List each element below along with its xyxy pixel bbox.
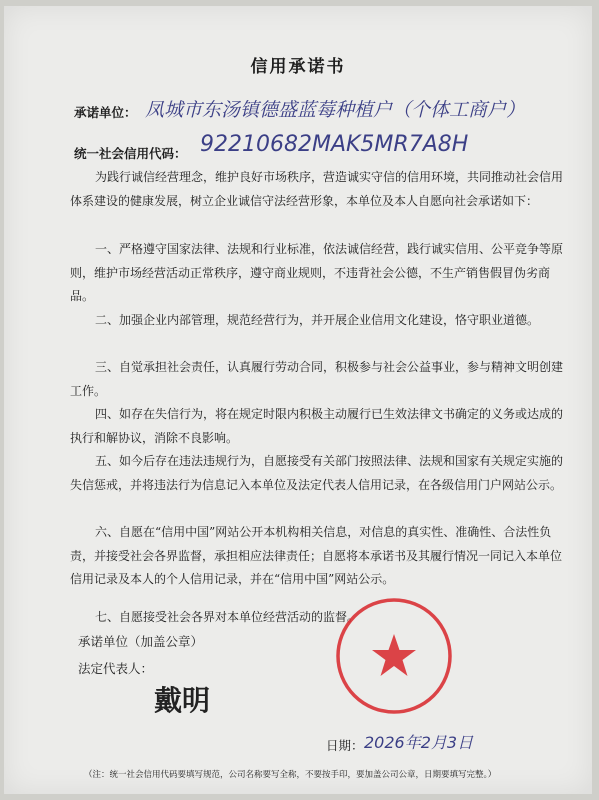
clause-3: 三、自觉承担社会责任，认真履行劳动合同，积极参与社会公益事业，参与精神文明创建工作。 (70, 360, 564, 398)
clause-4: 四、如存在失信行为，将在规定时限内积极主动履行已生效法律文书确定的义务或达成的执行和解协议，消除不良影响。 (70, 407, 564, 445)
company-seal (334, 596, 454, 716)
date-handwritten: 2026年2月3日 (364, 733, 474, 752)
credit-code-label: 统一社会信用代码： (74, 146, 187, 161)
date-label: 日期： (326, 738, 364, 753)
unit-label: 承诺单位： (74, 105, 137, 120)
signature-handwritten: 戴明 (154, 684, 211, 717)
legal-rep-label: 法定代表人： (78, 661, 154, 676)
clause-7: 七、自愿接受社会各界对本单位经营活动的监督。 (95, 610, 360, 624)
document-title: 信用承诺书 (250, 57, 346, 77)
footnote: （注：统一社会信用代码要填写规范，公司名称要写全称，不要按手印，要加盖公司公章，日期要填写完整。） (84, 770, 497, 780)
clause-6: 六、自愿在“信用中国”网站公开本机构相关信息，对信息的真实性、准确性、合法性负责，并接受社会各界监督，承担相应法律责任；自愿将本承诺书及其履行情况一同记入本单位信用记录及本人的个人信用记录，并在“信用中国”网站公示。 (70, 525, 563, 586)
credit-code-handwritten: 92210682MAK5MR7A8H (200, 132, 469, 157)
commitment-document (4, 6, 592, 794)
clause-2: 二、加强企业内部管理，规范经营行为，并开展企业信用文化建设，恪守职业道德。 (95, 313, 540, 327)
intro-paragraph: 为践行诚信经营理念，维护良好市场秩序，营造诚实守信的信用环境，共同推动社会信用体系建设的健康发展，树立企业诚信守法经营形象，本单位及本人自愿向社会承诺如下： (70, 170, 564, 208)
clause-5: 五、如今后存在违法违规行为，自愿接受有关部门按照法律、法规和国家有关规定实施的失信惩戒，并将违法行为信息记入本单位及法定代表人信用记录，在各级信用门户网站公示。 (70, 454, 564, 492)
unit-handwritten: 凤城市东汤镇德盛蓝莓种植户（个体工商户） (145, 99, 526, 121)
seal-label: 承诺单位（加盖公章） (78, 634, 204, 649)
clause-1: 一、严格遵守国家法律、法规和行业标准，依法诚信经营，践行诚实信用、公平竞争等原则，维护市场经营活动正常秩序，遵守商业规则，不违背社会公德，不生产销售假冒伪劣商品。 (70, 242, 564, 303)
